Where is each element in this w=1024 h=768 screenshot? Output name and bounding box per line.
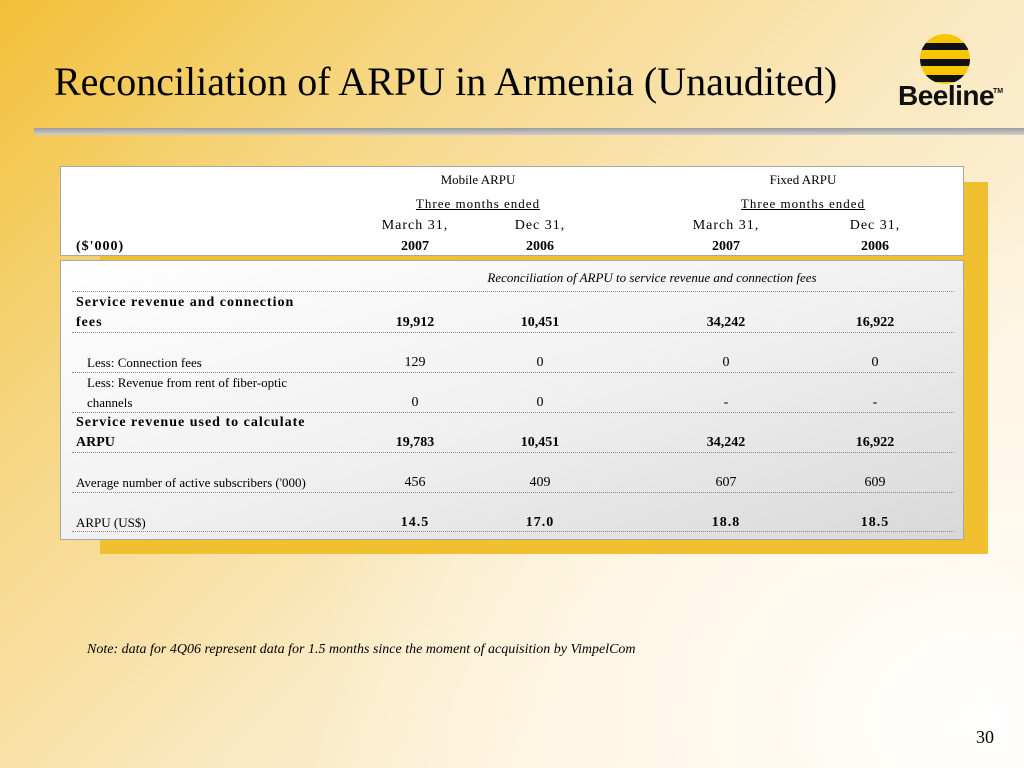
- table-cell: 34,242: [706, 315, 746, 330]
- row-label: ARPU: [76, 435, 115, 450]
- period-year-1: 2007: [401, 239, 429, 254]
- table-cell: 0: [536, 395, 544, 410]
- group-header-mobile: Mobile ARPU: [440, 172, 516, 187]
- table-cell: 0: [536, 355, 544, 370]
- group-header-fixed: Fixed ARPU: [769, 172, 837, 187]
- table-cell: 16,922: [855, 315, 895, 330]
- row-divider: [72, 412, 954, 413]
- table-cell: 18.8: [711, 515, 741, 530]
- table-cell: 16,922: [855, 435, 895, 450]
- row-label: Average number of active subscribers ('000): [76, 475, 306, 490]
- table-cell: -: [723, 395, 729, 410]
- beeline-logo: [898, 30, 1004, 114]
- table-cell: 0: [871, 355, 879, 370]
- unit-label: ($'000): [76, 239, 125, 254]
- row-label: fees: [76, 315, 103, 330]
- table-cell: 607: [715, 475, 737, 490]
- table-cell: 34,242: [706, 435, 746, 450]
- footnote: Note: data for 4Q06 represent data for 1.5 months since the moment of acquisition by VimpelCom: [87, 642, 636, 657]
- period-year-3: 2007: [712, 239, 740, 254]
- row-label: Less: Revenue from rent of fiber-optic: [87, 375, 288, 390]
- beeline-striped-ball-icon: [920, 34, 970, 84]
- table-cell: 409: [529, 475, 551, 490]
- logo-trademark: TM: [993, 88, 1004, 95]
- table-cell: 10,451: [520, 315, 560, 330]
- page-number: 30: [976, 727, 994, 747]
- row-label: channels: [87, 395, 133, 410]
- table-cell: 129: [404, 355, 426, 370]
- table-cell: 456: [404, 475, 426, 490]
- slide-title: Reconciliation of ARPU in Armenia (Unaudited): [54, 59, 838, 104]
- subgroup-header-fixed: Three months ended: [740, 196, 866, 211]
- period-date-4: Dec 31,: [849, 218, 901, 233]
- title-divider: [34, 128, 1024, 135]
- table-cell: 609: [864, 475, 886, 490]
- period-year-2: 2006: [526, 239, 554, 254]
- table-cell: 19,783: [395, 435, 435, 450]
- period-year-4: 2006: [861, 239, 889, 254]
- period-date-1: March 31,: [381, 218, 449, 233]
- row-label: Less: Connection fees: [87, 355, 202, 370]
- table-cell: 10,451: [520, 435, 560, 450]
- row-label: Service revenue and connection: [76, 295, 295, 310]
- table-cell: 17.0: [525, 515, 555, 530]
- table-cell: -: [872, 395, 878, 410]
- row-divider: [72, 531, 954, 532]
- table-cell: 18.5: [860, 515, 890, 530]
- section-title: Reconciliation of ARPU to service revenue and connection fees: [487, 270, 817, 285]
- logo-wordmark: Beeline: [898, 80, 995, 111]
- period-date-3: March 31,: [692, 218, 760, 233]
- table-cell: 19,912: [395, 315, 435, 330]
- table-cell: 0: [722, 355, 730, 370]
- subgroup-header-mobile: Three months ended: [415, 196, 541, 211]
- table-cell: 0: [411, 395, 419, 410]
- table-cell: 14.5: [400, 515, 430, 530]
- row-divider: [72, 291, 954, 292]
- row-label: Service revenue used to calculate: [76, 415, 306, 430]
- row-divider: [72, 332, 954, 333]
- period-date-2: Dec 31,: [514, 218, 566, 233]
- row-divider: [72, 372, 954, 373]
- row-label: ARPU (US$): [76, 515, 146, 530]
- row-divider: [72, 452, 954, 453]
- row-divider: [72, 492, 954, 493]
